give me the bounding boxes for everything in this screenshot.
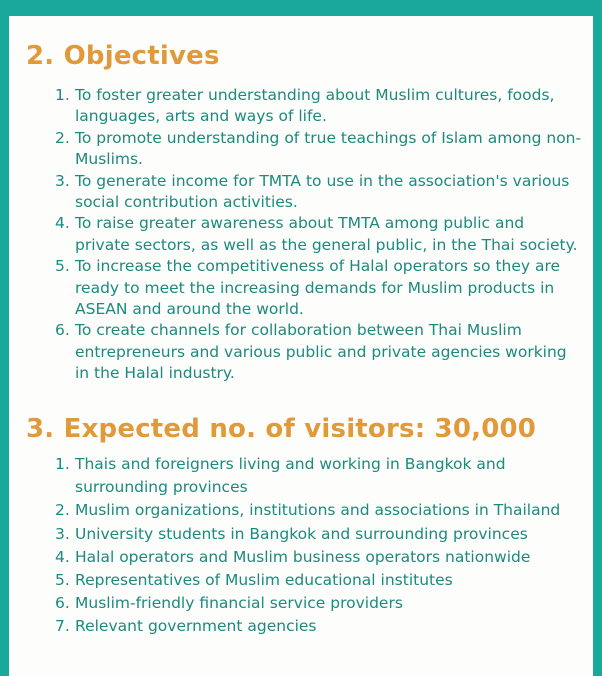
list-item <box>9 453 593 499</box>
list-item <box>9 592 593 615</box>
item-number: 6. <box>55 594 70 613</box>
list-item <box>9 85 593 128</box>
item-number: 2. <box>55 128 70 147</box>
item-number: 1. <box>55 86 70 104</box>
list-item <box>9 128 593 171</box>
item-number: 4. <box>55 547 70 566</box>
item-number: 2. <box>55 501 70 520</box>
item-text: University students in Bangkok and surrounding provinces <box>75 524 528 543</box>
item-number: 7. <box>55 617 70 636</box>
item-text: To promote understanding of true teachings of Islam among non-Muslims. <box>75 128 582 169</box>
list-item <box>9 523 593 546</box>
item-number: 1. <box>55 455 70 473</box>
section-title-visitors: 3. Expected no. of visitors: 30,000 <box>26 414 537 444</box>
item-number: 5. <box>55 571 70 590</box>
objectives-list <box>9 85 593 385</box>
item-number: 6. <box>55 321 70 340</box>
list-item <box>9 171 593 214</box>
list-item <box>9 499 593 522</box>
item-number: 4. <box>55 214 70 233</box>
item-text: Representatives of Muslim educational institutes <box>75 571 453 590</box>
list-item <box>9 546 593 569</box>
item-text: Muslim organizations, institutions and associations in Thailand <box>75 501 561 520</box>
item-text: To increase the competitiveness of Halal operators so they are ready to meet the increasing demands for Muslim products in ASEAN and around the world. <box>75 257 561 319</box>
item-text: To generate income for TMTA to use in the association's various social contribution activities. <box>75 171 570 212</box>
item-text: To raise greater awareness about TMTA among public and private sectors, as well as the general public, in the Thai society. <box>75 214 578 254</box>
list-item <box>9 615 593 638</box>
item-text: Relevant government agencies <box>75 617 317 636</box>
list-item <box>9 320 593 384</box>
item-number: 5. <box>55 257 70 276</box>
document-card <box>9 16 593 676</box>
visitors-list <box>9 453 593 639</box>
section-title-objectives: 2. Objectives <box>26 41 220 71</box>
item-text: Halal operators and Muslim business operators nationwide <box>75 547 531 566</box>
item-text: Thais and foreigners living and working in Bangkok and surrounding provinces <box>75 455 506 497</box>
item-number: 3. <box>55 171 70 190</box>
list-item <box>9 256 593 320</box>
list-item <box>9 213 593 256</box>
item-number: 3. <box>55 524 70 543</box>
list-item <box>9 569 593 592</box>
item-text: To create channels for collaboration between Thai Muslim entrepreneurs and various public and private agencies working in the Halal industry. <box>75 321 567 383</box>
item-text: Muslim-friendly financial service providers <box>75 594 403 613</box>
item-text: To foster greater understanding about Muslim cultures, foods, languages, arts and ways of life. <box>75 86 555 126</box>
